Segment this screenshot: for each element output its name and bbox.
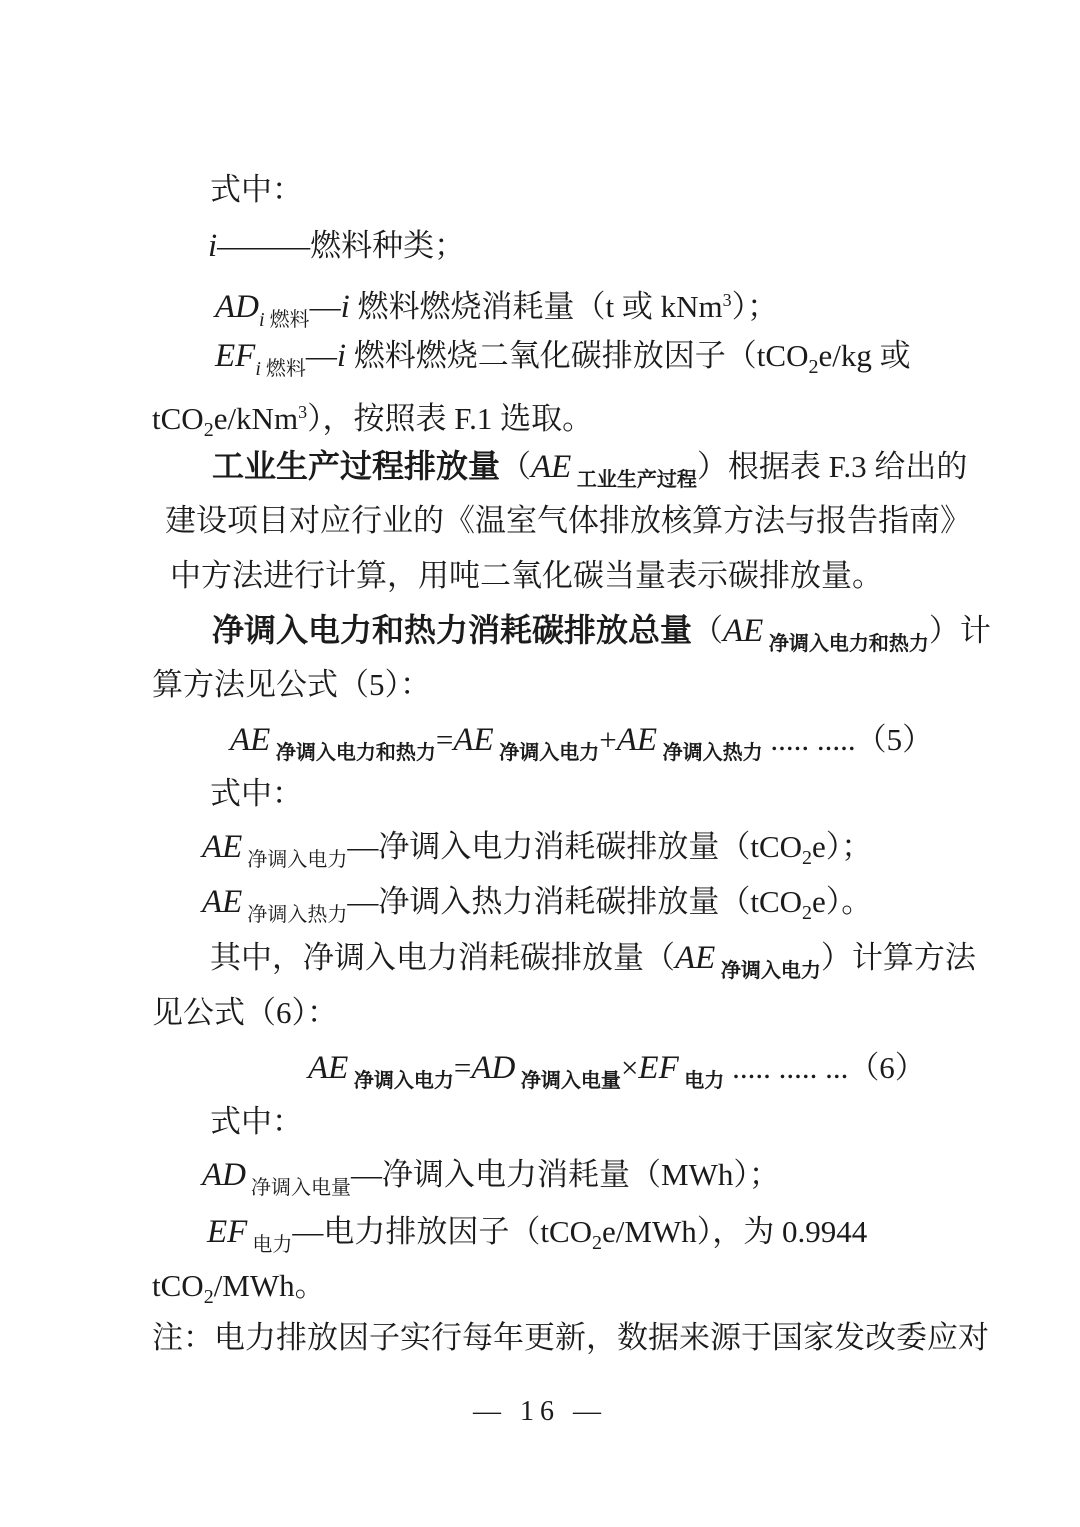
text-segment: i	[259, 309, 265, 331]
text-segment: 净调入热力	[242, 904, 348, 926]
text-segment: 净调入电力和热力	[763, 633, 929, 655]
text-segment: ）根据表 F.3 给出的	[696, 449, 968, 484]
ef-fuel-definition-continued	[152, 390, 593, 452]
text-segment: 燃料燃烧二氧化碳排放因子（tCO	[346, 338, 809, 373]
text-segment: 建设项目对应行业的《温室气体排放核算方法与报告指南》	[165, 503, 971, 538]
text-segment: AE	[230, 722, 271, 758]
text-segment: AE	[202, 884, 243, 920]
net-power-heat-paragraph-line2	[152, 663, 431, 707]
text-segment: 3	[298, 402, 308, 422]
text-segment: 3	[722, 290, 732, 310]
ad-net-power-definition	[202, 1153, 780, 1210]
text-segment: AE	[675, 940, 716, 976]
text-segment: ），按照表 F.1 选取。	[307, 401, 594, 436]
text-segment: i	[340, 289, 350, 325]
industrial-process-paragraph-line3	[170, 554, 883, 598]
text-segment: 式中：	[210, 776, 303, 811]
net-power-method-paragraph-line1	[210, 936, 976, 993]
page-number: — 16 —	[473, 1396, 607, 1427]
text-segment: 2	[802, 847, 813, 869]
text-segment: 净调入电力	[242, 849, 348, 871]
text-segment: AE	[531, 449, 572, 485]
text-segment: 2	[802, 902, 813, 924]
text-segment: AE	[308, 1050, 349, 1086]
ef-power-definition	[207, 1210, 867, 1267]
text-segment: （	[500, 449, 532, 484]
text-segment: 2	[592, 1232, 603, 1254]
text-segment: /MWh。	[213, 1268, 326, 1303]
text-segment: —	[305, 338, 337, 373]
formula-5	[230, 718, 933, 775]
text-segment: AD	[215, 289, 259, 325]
text-segment: （	[692, 613, 724, 648]
text-segment: 净调入电力	[493, 742, 600, 764]
industrial-process-paragraph-line1	[212, 444, 967, 502]
text-segment: e/MWh），为 0.9944	[602, 1214, 868, 1249]
ef-power-definition-continued	[152, 1264, 326, 1319]
text-segment: ）；	[731, 289, 779, 324]
text-segment: —净调入热力消耗碳排放量（tCO	[347, 884, 803, 919]
text-segment: 燃料燃烧消耗量（t 或 kNm	[349, 289, 723, 324]
text-segment: ———燃料种类；	[217, 228, 466, 263]
text-segment: AE	[616, 722, 658, 758]
text-segment: —净调入电力消耗碳排放量（tCO	[347, 829, 803, 864]
formula-6	[308, 1046, 926, 1103]
text-segment: 注：电力排放因子实行每年更新，数据来源于国家发改委应对	[152, 1320, 989, 1355]
text-segment: +	[599, 722, 617, 757]
text-segment: AE	[453, 722, 494, 758]
net-power-method-paragraph-line2	[152, 991, 338, 1035]
note-line	[152, 1316, 989, 1360]
text-segment: 式中：	[210, 1104, 303, 1139]
text-segment: 电力	[678, 1070, 725, 1092]
text-segment: 2	[808, 356, 819, 378]
text-segment: 式中：	[210, 172, 303, 207]
text-segment: 净调入电力	[348, 1070, 454, 1092]
legend-header-1	[210, 168, 303, 212]
text-segment: 净调入电量	[515, 1070, 621, 1092]
net-power-heat-paragraph-line1	[212, 608, 991, 666]
text-segment: 工业生产过程	[571, 469, 697, 491]
text-segment: e/kNm	[213, 401, 299, 436]
text-segment: ×	[620, 1050, 639, 1085]
text-segment: 2	[203, 419, 214, 441]
text-segment: tCO	[152, 1268, 204, 1303]
text-segment: e/kg 或	[818, 338, 911, 373]
text-segment: AE	[202, 829, 243, 865]
text-segment: i	[255, 358, 261, 380]
text-segment: AD	[471, 1050, 516, 1086]
text-segment: 净调入电量	[246, 1177, 351, 1199]
text-segment: ..... .....（5）	[762, 722, 934, 757]
ae-net-power-definition	[202, 825, 872, 882]
text-segment: e）；	[812, 829, 873, 864]
text-segment: 燃料	[260, 358, 306, 380]
text-segment: =	[435, 722, 454, 757]
legend-header-3	[210, 1100, 303, 1144]
text-segment: 电力	[247, 1234, 293, 1256]
text-segment: 中方法进行计算，用吨二氧化碳当量表示碳排放量。	[170, 558, 883, 593]
text-segment: EF	[638, 1050, 679, 1086]
text-segment: 见公式（6）：	[152, 995, 338, 1030]
text-segment: i	[336, 338, 347, 374]
text-segment: 2	[203, 1286, 214, 1308]
legend-header-2	[210, 772, 303, 816]
fuel-type-definition	[208, 224, 465, 268]
text-segment: EF	[215, 338, 256, 374]
text-segment: —电力排放因子（tCO	[292, 1214, 593, 1249]
text-segment: i	[208, 228, 218, 264]
text-segment: 净调入热力	[657, 742, 763, 764]
text-segment: —	[309, 289, 341, 324]
text-segment: ）计算方法	[820, 940, 976, 975]
text-segment: 净调入电力和热力	[270, 742, 436, 764]
industrial-process-paragraph-line2	[165, 499, 971, 543]
text-segment: ..... ..... ...（6）	[724, 1050, 926, 1085]
text-segment: 燃料	[264, 309, 310, 331]
text-segment: AD	[202, 1157, 246, 1193]
text-segment: 其中，净调入电力消耗碳排放量（	[210, 940, 675, 975]
text-segment: e）。	[812, 884, 873, 919]
text-segment: tCO	[152, 401, 204, 436]
text-segment: =	[453, 1050, 472, 1085]
text-segment: ）计	[928, 613, 991, 648]
text-segment: 净调入电力	[715, 960, 821, 982]
text-segment: 工业生产过程排放量	[212, 448, 501, 484]
text-segment: 净调入电力和热力消耗碳排放总量	[212, 612, 693, 648]
text-segment: AE	[723, 613, 764, 649]
text-segment: —净调入电力消耗量（MWh）；	[351, 1157, 780, 1192]
ae-net-heat-definition	[202, 880, 872, 937]
text-segment: 算方法见公式（5）：	[152, 667, 431, 702]
ef-fuel-definition	[215, 334, 911, 391]
ad-fuel-definition	[215, 278, 778, 342]
text-segment: EF	[207, 1214, 248, 1250]
